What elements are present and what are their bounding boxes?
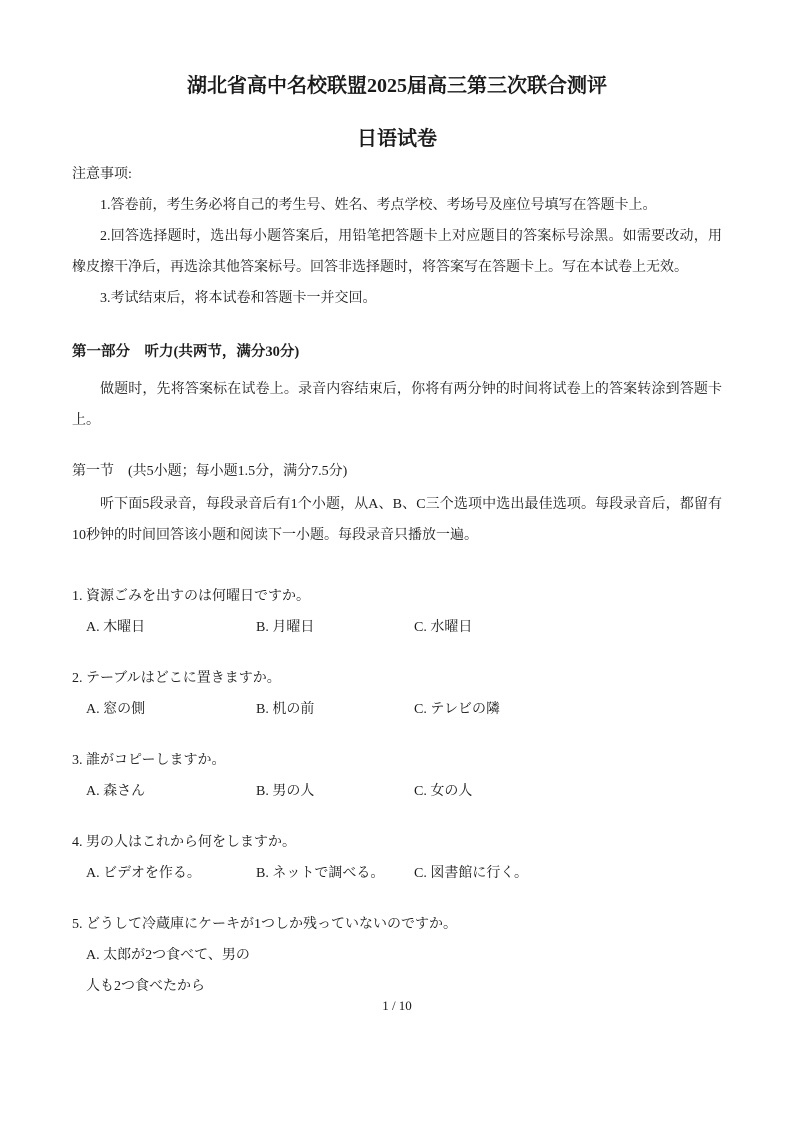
question-2-option-c: C. テレビの隣: [414, 702, 501, 717]
page-title: 湖北省高中名校联盟2025届高三第三次联合测评: [187, 75, 607, 97]
part1-intro: 做题时，先将答案标在试卷上。录音内容结束后，你将有两分钟的时间将试卷上的答案转涂到答题卡上。: [72, 382, 722, 428]
question-5-option-a: A. 太郎が2つ食べて、男の人も2つ食べたから: [86, 948, 250, 994]
question-1-option-a: A. 木曜日: [86, 620, 146, 635]
question-3: [72, 745, 722, 807]
question-5-option-b: [256, 940, 414, 1002]
notice-section: [72, 159, 722, 314]
page-subtitle: 日语试卷: [357, 128, 437, 150]
question-list: [72, 581, 722, 1002]
question-5-text: 5. どうして冷蔵庫にケーキが1つしか残っていないのですか。: [72, 917, 457, 932]
question-2-text: 2. テーブルはどこに置きますか。: [72, 671, 281, 686]
question-2-option-b: B. 机の前: [256, 702, 315, 717]
question-4-option-b: B. ネットで調べる。: [256, 866, 385, 881]
question-1-text: 1. 資源ごみを出すのは何曜日ですか。: [72, 589, 310, 604]
question-5: [72, 909, 722, 1002]
question-5-option-c: [414, 940, 722, 1002]
question-3-options: [72, 776, 722, 807]
question-4-options: [72, 858, 722, 889]
notice-item-3: 3.考试结束后，将本试卷和答题卡一并交回。: [100, 291, 377, 306]
question-1-option-b: B. 月曜日: [256, 620, 315, 635]
question-1-option-c: C. 水曜日: [414, 620, 473, 635]
question-3-option-c: C. 女の人: [414, 784, 473, 799]
notice-item-1: 1.答卷前，考生务必将自己的考生号、姓名、考点学校、考场号及座位号填写在答题卡上。: [100, 198, 657, 213]
question-3-text: 3. 誰がコピーしますか。: [72, 753, 226, 768]
page-number: 1 / 10: [382, 998, 412, 1013]
question-3-option-b: B. 男の人: [256, 784, 315, 799]
part1-heading: 第一部分 听力(共两节，满分30分): [72, 344, 300, 360]
question-2-options: [72, 694, 722, 725]
section1-heading: 第一节 (共5小题；每小题1.5分，满分7.5分): [72, 464, 348, 479]
question-4-option-a: A. ビデオを作る。: [86, 866, 201, 881]
question-4-text: 4. 男の人はこれから何をしますか。: [72, 835, 296, 850]
question-1-options: [72, 612, 722, 643]
question-5-options: [72, 940, 722, 1002]
question-1: [72, 581, 722, 643]
question-2-option-a: A. 窓の側: [86, 702, 146, 717]
part1-section: [72, 337, 722, 1002]
question-2: [72, 663, 722, 725]
notice-heading: 注意事项:: [72, 167, 132, 182]
question-3-option-a: A. 森さん: [86, 784, 146, 799]
question-4: [72, 827, 722, 889]
notice-item-2: 2.回答选择题时，选出每小题答案后，用铅笔把答题卡上对应题目的答案标号涂黑。如需要改动，用橡皮擦干净后，再选涂其他答案标号。回答非选择题时，将答案写在答题卡上。写在本试卷上无效。: [72, 229, 722, 275]
section1-intro: 听下面5段录音，每段录音后有1个小题，从A、B、C三个选项中选出最佳选项。每段录音后，都留有10秒钟的时间回答该小题和阅读下一小题。每段录音只播放一遍。: [72, 497, 722, 543]
question-4-option-c: C. 図書館に行く。: [414, 866, 529, 881]
